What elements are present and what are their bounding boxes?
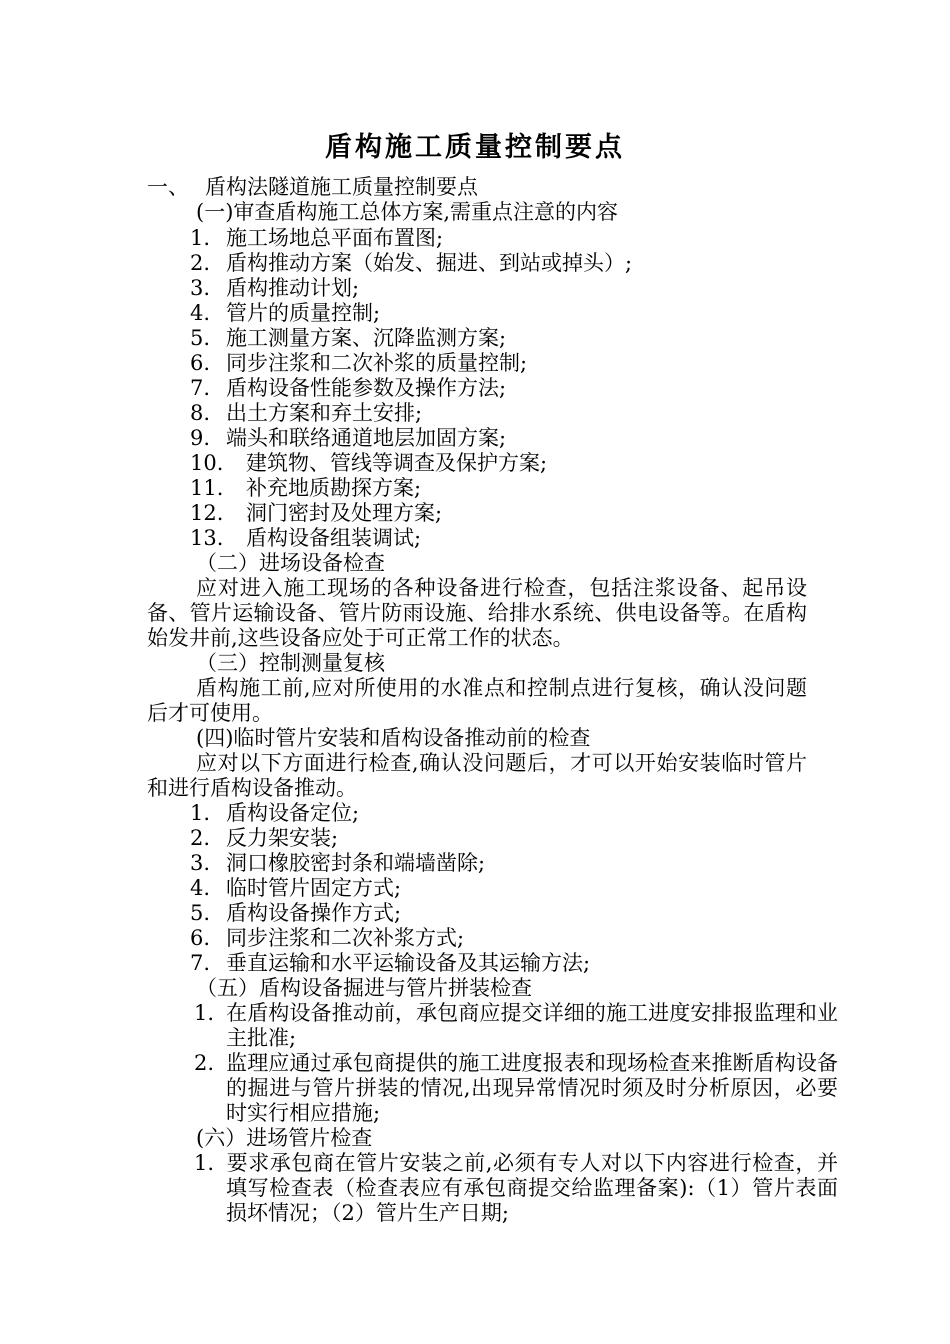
list-item-text: 施工场地总平面布置图; <box>226 226 444 250</box>
paragraph: 盾构施工前,应对所使用的水准点和控制点进行复核，确认没问题后才可使用。 <box>147 676 807 725</box>
list-item <box>190 851 485 876</box>
list-item <box>190 901 401 926</box>
paragraph: 应对进入施工现场的各种设备进行检查，包括注浆设备、起吊设备、管片运输设备、管片防雨设施、给排水系统、供电设备等。在盾构始发井前,这些设备应处于可正常工作的状态。 <box>147 576 807 650</box>
list-item-number: 1. <box>194 1151 215 1175</box>
list-item-number: 3. <box>190 851 211 875</box>
list-item-number: 5. <box>190 326 211 350</box>
list-item-number: 1. <box>190 226 211 250</box>
list-item-text: 监理应通过承包商提供的施工进度报表和现场检查来推断盾构设备的掘进与管片拼装的情况,出现异常情况时须及时分析原因，必要时实行相应措施; <box>226 1051 838 1125</box>
list-item-text: 同步注浆和二次补浆方式; <box>226 926 465 950</box>
section-title: 盾构法隧道施工质量控制要点 <box>205 175 478 199</box>
section-number: 一、 <box>147 175 189 199</box>
list-item-number: 12. <box>190 501 224 525</box>
list-item-number: 13. <box>190 526 224 550</box>
list-item-text: 洞门密封及处理方案; <box>246 501 443 525</box>
list-item-text: 要求承包商在管片安装之前,必须有专人对以下内容进行检查，并填写检查表（检查表应有承包商提交给监理备案):（1）管片表面损坏情况；（2）管片生产日期; <box>226 1151 838 1225</box>
list-item-number: 6. <box>190 351 211 375</box>
list-item <box>190 801 359 826</box>
list-item-text: 盾构设备组装调试; <box>246 526 422 550</box>
list-item <box>190 276 359 301</box>
subsection-heading-4: (四)临时管片安装和盾构设备推动前的检查 <box>196 726 591 750</box>
list-item-number: 1. <box>194 1001 215 1025</box>
list-item-text: 管片的质量控制; <box>226 301 381 325</box>
list-item <box>190 226 443 251</box>
list-item-text: 同步注浆和二次补浆的质量控制; <box>226 351 528 375</box>
list-item-number: 1. <box>190 801 211 825</box>
list-item-number: 7. <box>190 376 211 400</box>
list-item-text: 反力架安装; <box>226 826 339 850</box>
list-item-text: 盾构设备性能参数及操作方法; <box>226 376 507 400</box>
list-item-number: 8. <box>190 401 211 425</box>
subsection-heading-3: （三）控制测量复核 <box>196 651 385 675</box>
list-item-text: 建筑物、管线等调查及保护方案; <box>246 451 548 475</box>
list-item-text: 盾构推动计划; <box>226 276 360 300</box>
list-item <box>190 251 632 276</box>
subsection-heading-2: （二）进场设备检查 <box>196 551 385 575</box>
list-item-text: 盾构设备定位; <box>226 801 360 825</box>
list-item <box>190 476 421 501</box>
list-item <box>190 826 338 851</box>
list-item <box>190 926 464 951</box>
list-item <box>194 1151 838 1226</box>
list-item-number: 11. <box>190 476 224 500</box>
list-item <box>194 1051 838 1126</box>
list-item-number: 6. <box>190 926 211 950</box>
list-item <box>190 526 421 551</box>
paragraph: 应对以下方面进行检查,确认没问题后，才可以开始安装临时管片和进行盾构设备推动。 <box>147 751 807 800</box>
list-item-text: 盾构设备操作方式; <box>226 901 402 925</box>
list-item-number: 5. <box>190 901 211 925</box>
section-heading-1 <box>147 175 478 200</box>
list-item-text: 临时管片固定方式; <box>226 876 402 900</box>
list-item-text: 端头和联络通道地层加固方案; <box>226 426 507 450</box>
list-item-number: 2. <box>190 251 211 275</box>
list-item-text: 施工测量方案、沉降监测方案; <box>226 326 507 350</box>
list-item-text: 洞口橡胶密封条和端墙凿除; <box>226 851 486 875</box>
list-item <box>194 1001 838 1051</box>
list-item <box>190 951 590 976</box>
list-item-text: 补充地质勘探方案; <box>246 476 422 500</box>
list-item-text: 盾构推动方案（始发、掘进、到站或掉头）; <box>226 251 633 275</box>
list-item <box>190 401 422 426</box>
list-item-text: 在盾构设备推动前，承包商应提交详细的施工进度安排报监理和业主批准; <box>226 1001 838 1050</box>
list-item-number: 3. <box>190 276 211 300</box>
list-item <box>190 501 442 526</box>
list-item <box>190 351 527 376</box>
list-item-number: 7. <box>190 951 211 975</box>
subsection-heading-5: （五）盾构设备掘进与管片拼装检查 <box>196 976 532 1000</box>
list-item-number: 2. <box>194 1051 215 1075</box>
list-item <box>190 376 506 401</box>
document-title: 盾构施工质量控制要点 <box>325 132 625 163</box>
list-item-number: 9. <box>190 426 211 450</box>
list-item <box>190 451 547 476</box>
list-item-number: 4. <box>190 301 211 325</box>
list-item-number: 2. <box>190 826 211 850</box>
list-item-number: 10. <box>190 451 224 475</box>
list-item <box>190 426 506 451</box>
list-item <box>190 301 380 326</box>
list-item <box>190 326 506 351</box>
subsection-heading-6: (六）进场管片检查 <box>196 1126 373 1150</box>
list-item-number: 4. <box>190 876 211 900</box>
subsection-heading-1: (一)审查盾构施工总体方案,需重点注意的内容 <box>196 200 619 224</box>
list-item-text: 垂直运输和水平运输设备及其运输方法; <box>226 951 591 975</box>
list-item <box>190 876 401 901</box>
list-item-text: 出土方案和弃土安排; <box>226 401 423 425</box>
